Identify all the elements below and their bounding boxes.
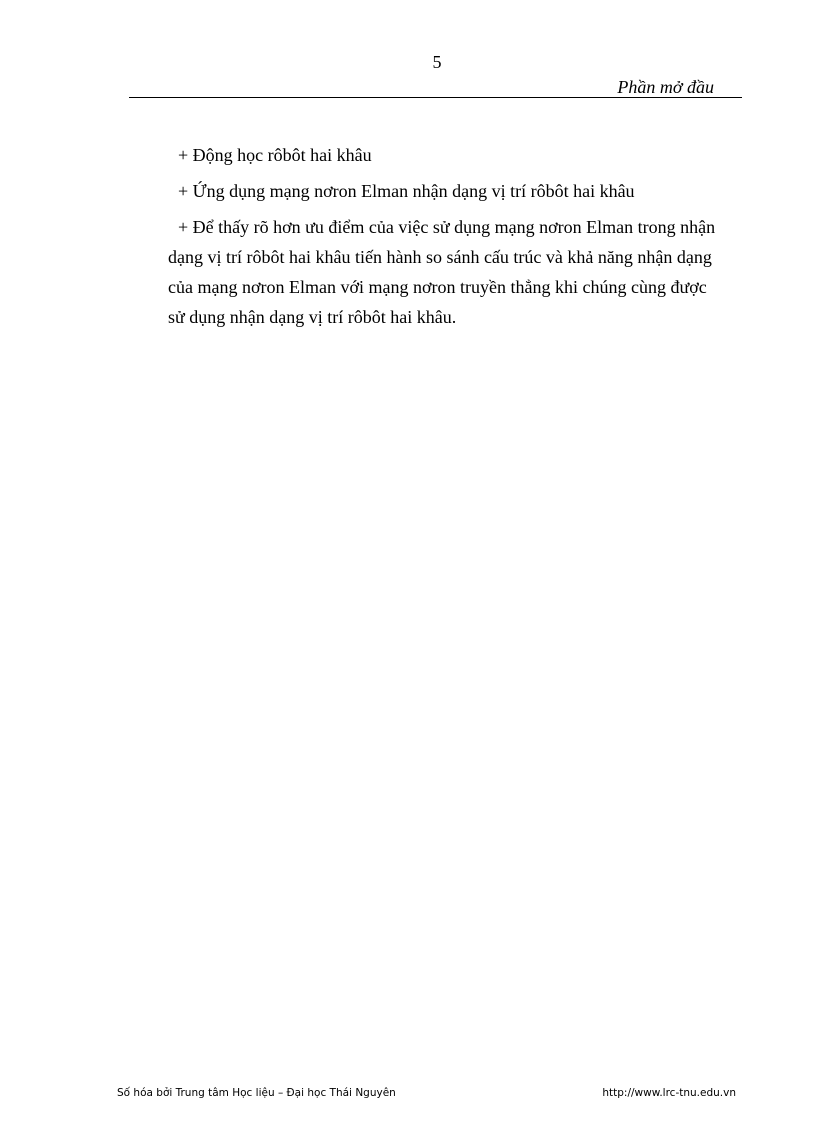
footer-url: http://www.lrc-tnu.edu.vn — [602, 1087, 736, 1099]
body-text — [168, 140, 742, 332]
bullet-line: + Động học rôbôt hai khâu — [178, 145, 372, 165]
footer-source: Số hóa bởi Trung tâm Học liệu – Đại học Thái Nguyên — [117, 1087, 396, 1099]
paragraph-line: của mạng nơron Elman với mạng nơron truyền thẳng khi chúng cùng được — [168, 277, 707, 297]
bullet-line: + Để thấy rõ hơn ưu điểm của việc sử dụng mạng nơron Elman trong nhận — [178, 217, 716, 237]
bullet-line: + Ứng dụng mạng nơron Elman nhận dạng vị trí rôbôt hai khâu — [178, 181, 635, 201]
header-divider — [129, 97, 742, 98]
page-number: 5 — [432, 52, 442, 72]
paragraph-line: sử dụng nhận dạng vị trí rôbôt hai khâu. — [168, 307, 457, 327]
paragraph-line: dạng vị trí rôbôt hai khâu tiến hành so sánh cấu trúc và khả năng nhận dạng — [168, 247, 712, 267]
section-title: Phần mở đầu — [617, 77, 714, 97]
